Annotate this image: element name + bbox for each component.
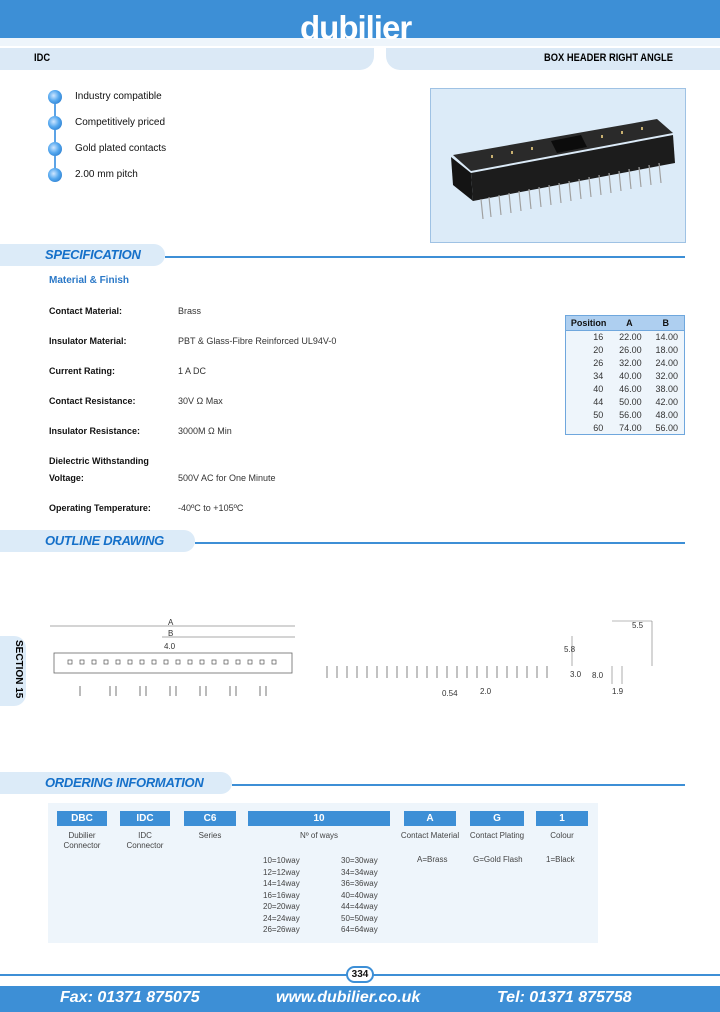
page-number: 334	[346, 966, 374, 983]
category-tab	[0, 48, 374, 70]
dimension-label: 1.9	[612, 687, 624, 696]
product-photo	[430, 88, 686, 243]
section-tab-label: SECTION 15	[13, 640, 24, 699]
table-row: 34 40.00 32.00	[593, 370, 678, 381]
order-code: 1	[536, 811, 588, 826]
fax-number: Fax: 01371 875075	[60, 989, 200, 1006]
ways-options-left: 10=10way 12=12way 14=14way 16=16way 20=20way 24=24way 26=26way	[263, 856, 300, 934]
dimension-table	[565, 315, 685, 435]
table-header-row: Position A B	[566, 316, 684, 330]
dimension-label: 3.0	[570, 670, 582, 679]
telephone-number: Tel: 01371 875758	[497, 989, 632, 1006]
bullet-icon	[48, 142, 62, 156]
material-finish-title: Material & Finish	[49, 275, 130, 286]
order-code-desc: Series	[198, 831, 222, 840]
table-row: 50 56.00 48.00	[593, 409, 678, 420]
order-code: 10	[248, 811, 390, 826]
order-code-desc: Nº of ways	[299, 831, 339, 840]
website-link[interactable]: www.dubilier.co.uk	[276, 989, 421, 1006]
specification-header: SPECIFICATION	[0, 244, 720, 268]
dimension-a-label: A	[168, 618, 174, 627]
order-code: IDC	[120, 811, 170, 826]
order-code: C6	[184, 811, 236, 826]
product-tab	[386, 48, 720, 70]
order-code-desc: Contact Plating	[469, 831, 525, 840]
table-row: 40 46.00 38.00	[593, 383, 678, 394]
order-code-desc: Contact Material	[400, 831, 460, 840]
bullet-icon	[48, 168, 62, 182]
order-code-desc: Colour	[550, 831, 574, 840]
dimension-label: 0.54	[442, 689, 458, 698]
colour-option: 1=Black	[546, 855, 575, 864]
order-code: DBC	[57, 811, 107, 826]
side-view-drawing	[322, 616, 662, 706]
table-row: 26 32.00 24.00	[593, 357, 678, 368]
product-title: BOX HEADER RIGHT ANGLE	[544, 52, 674, 64]
dimension-label: 5.5	[632, 621, 644, 630]
bullet-icon	[48, 116, 62, 130]
table-row: 60 74.00 56.00	[593, 422, 678, 433]
table-row: 20 26.00 18.00	[593, 344, 678, 355]
order-code-desc: Dubilier Connector	[63, 831, 101, 850]
ordering-header: ORDERING INFORMATION	[0, 772, 720, 796]
front-view-drawing	[50, 616, 295, 696]
order-code: G	[470, 811, 524, 826]
footer-banner	[0, 986, 720, 1012]
order-code: A	[404, 811, 456, 826]
material-option: A=Brass	[417, 855, 448, 864]
order-code-desc: IDC Connector	[126, 831, 164, 850]
table-row: 16 22.00 14.00	[593, 331, 678, 342]
dimension-label: 8.0	[592, 671, 604, 680]
plating-option: G=Gold Flash	[473, 855, 523, 864]
dimension-b-label: B	[168, 629, 174, 638]
outline-drawing-header: OUTLINE DRAWING	[0, 530, 720, 554]
table-row: 44 50.00 42.00	[593, 396, 678, 407]
brand-logo: dubilier	[300, 9, 412, 46]
dimension-label: 5.8	[564, 645, 576, 654]
bullet-icon	[48, 90, 62, 104]
ways-options-right: 30=30way 34=34way 36=36way 40=40way 44=44way 50=50way 64=64way	[341, 856, 378, 934]
pitch-label: 4.0	[164, 642, 176, 651]
category-label: IDC	[34, 52, 51, 64]
dimension-label: 2.0	[480, 687, 492, 696]
